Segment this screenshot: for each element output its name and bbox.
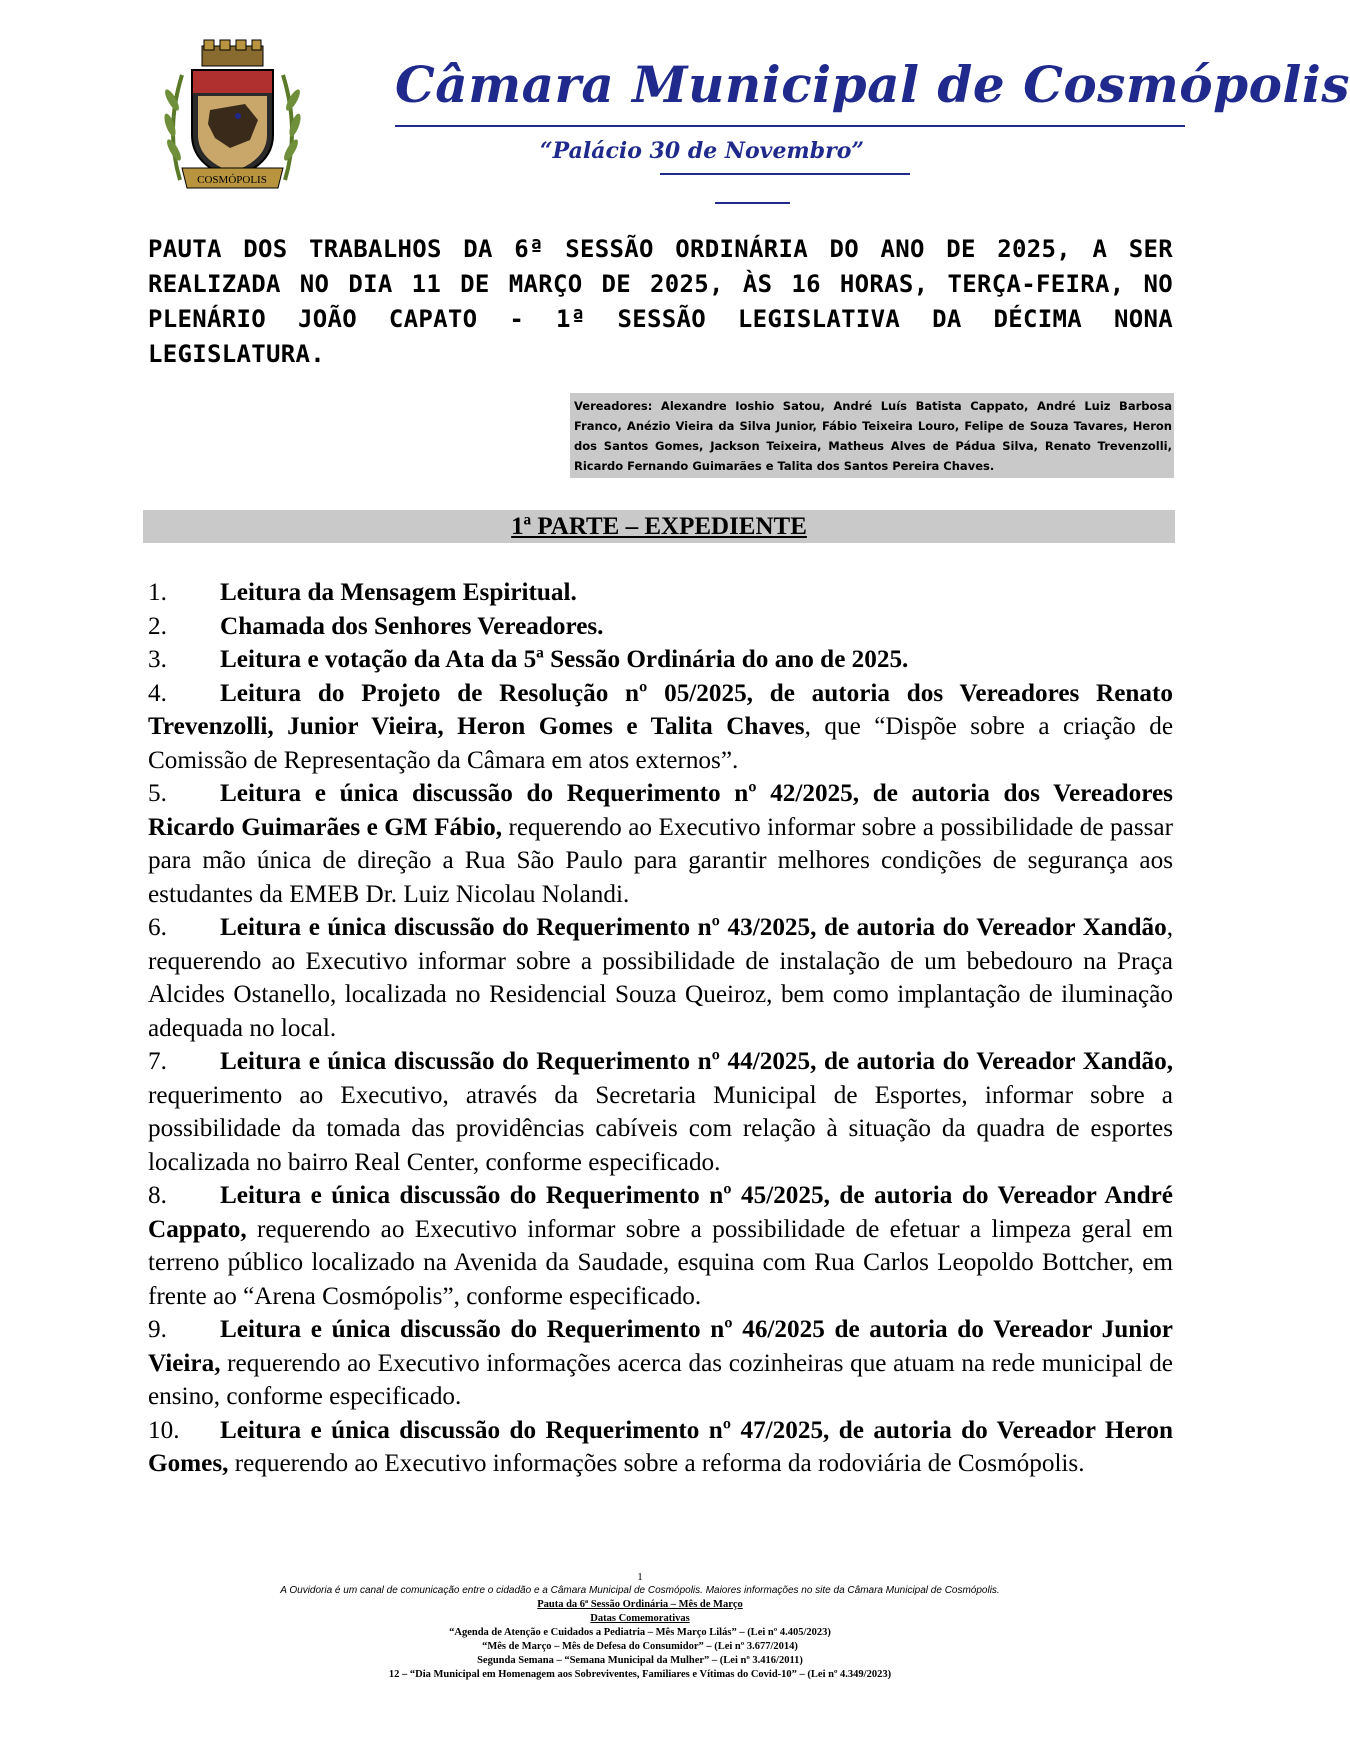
item-number: 7.: [148, 1048, 167, 1075]
crest-ribbon-label: COSMÓPOLIS: [197, 174, 267, 186]
item-number: 8.: [148, 1182, 167, 1209]
item-number: 2.: [148, 612, 167, 640]
item-number: 5.: [148, 780, 167, 807]
ouvidoria-note: A Ouvidoria é um canal de comunicação entre o cidadão e a Câmara Municipal de Cosmópolis. Maiores informações no site da Câmara Municipal de Cosmópolis.: [280, 1585, 1000, 1596]
item-text: requerendo ao Executivo informações acerca das cozinheiras que atuam na rede municipal de ensino, conforme especificado.: [148, 1349, 1173, 1410]
item-number: 10.: [148, 1416, 180, 1444]
item-bold-text: Leitura e única discussão do Requerimento nº 46/2025 de autoria do Vereador Junior Vieira,: [148, 1316, 1173, 1377]
item-number: 3.: [148, 646, 167, 673]
chamber-title: Câmara Municipal de Cosmópolis: [395, 55, 1350, 114]
pauta-reference: Pauta da 6ª Sessão Ordinária – Mês de Março: [537, 1599, 743, 1610]
section-header-expediente: [143, 510, 1175, 543]
agenda-item: [148, 677, 1173, 778]
item-bold-text: Leitura e única discussão do Requerimento nº 44/2025, de autoria do Vereador Xandão,: [220, 1048, 1173, 1075]
item-number: 1.: [148, 579, 167, 606]
commemorative-dates-title: Datas Comemorativas: [590, 1613, 690, 1624]
agenda-item: [148, 610, 1173, 644]
agenda-item: [148, 643, 1173, 677]
commemorative-date-line: 12 – “Dia Municipal em Homenagem aos Sobreviventes, Familiares e Vítimas do Covid-10” – (Lei nº 4.349/2023): [388, 1669, 892, 1680]
item-text: requerendo ao Executivo informar sobre a possibilidade de passar para mão única de direção a Rua São Paulo para garantir melhores condições de segurança aos estudantes da EMEB Dr. Luiz Nicolau Nolandi.: [148, 813, 1173, 908]
session-agenda-heading: PAUTA DOS TRABALHOS DA 6ª SESSÃO ORDINÁRIA DO ANO DE 2025, A SER REALIZADA NO DIA 11 DE MARÇO DE 2025, ÀS 16 HORAS, TERÇA-FEIRA, NO PLENÁRIO JOÃO CAPATO - 1ª SESSÃO LEGISLATIVA DA DÉCIMA NONA LEGISLATURA.: [148, 235, 1173, 368]
section-title: 1ª PARTE – EXPEDIENTE: [511, 513, 807, 540]
item-bold-text: Leitura da Mensagem Espiritual.: [220, 579, 577, 606]
palace-subtitle: “Palácio 30 de Novembro”: [540, 138, 865, 164]
item-number: 9.: [148, 1316, 167, 1343]
short-divider: [715, 202, 790, 204]
agenda-item: [148, 1045, 1173, 1179]
item-bold-text: Leitura do Projeto de Resolução nº 05/2025, de autoria dos Vereadores Renato Trevenzolli, Junior Vieira, Heron Gomes e Talita Chaves: [148, 679, 1173, 740]
page-footer: [240, 1570, 1040, 1682]
item-bold-text: Leitura e única discussão do Requerimento nº 42/2025, de autoria dos Vereadores Ricardo Guimarães e GM Fábio,: [148, 780, 1173, 841]
cosmopolis-coat-of-arms-logo: [160, 40, 305, 200]
agenda-item: [148, 576, 1173, 610]
page-number: 1: [637, 1571, 643, 1583]
item-text: requerimento ao Executivo, através da Secretaria Municipal de Esportes, informar sobre a possibilidade da tomada das providências cabíveis com relação à situação da quadra de esportes localizada no bairro Real Center, conforme especificado.: [148, 1081, 1173, 1176]
agenda-item: [148, 911, 1173, 1045]
commemorative-date-line: “Agenda de Atenção e Cuidados a Pediatria – Mês Março Lilás” – (Lei nº 4.405/2023): [449, 1627, 831, 1638]
item-text: , requerendo ao Executivo informar sobre a possibilidade de instalação de um bebedouro na Praça Alcides Ostanello, localizada no Residencial Souza Queiroz, bem como implantação de iluminação adequada no local.: [148, 914, 1173, 1042]
agenda-item: [148, 777, 1173, 911]
item-text: requerendo ao Executivo informar sobre a possibilidade de efetuar a limpeza geral em terreno público localizado na Avenida da Saudade, esquina com Rua Carlos Leopoldo Bottcher, em frente ao “Arena Cosmópolis”, conforme especificado.: [148, 1215, 1173, 1310]
agenda-item: [148, 1414, 1173, 1481]
councilors-box: Vereadores: Alexandre Ioshio Satou, André Luís Batista Cappato, André Luiz Barbosa Franco, Anézio Vieira da Silva Junior, Fábio Teixeira Louro, Felipe de Souza Tavares, Heron dos Santos Gomes, Jackson Teixeira, Matheus Alves de Pádua Silva, Renato Trevenzolli, Ricardo Fernando Guimarães e Talita dos Santos Pereira Chaves.: [570, 393, 1174, 478]
item-number: 4.: [148, 679, 167, 707]
agenda-item: [148, 1179, 1173, 1313]
commemorative-date-line: Segunda Semana – “Semana Municipal da Mulher” – (Lei nº 3.416/2011): [477, 1655, 803, 1666]
agenda-items-list: [148, 576, 1173, 1481]
item-bold-text: Leitura e única discussão do Requerimento nº 45/2025, de autoria do Vereador André Cappato,: [148, 1182, 1173, 1243]
item-bold-text: Leitura e votação da Ata da 5ª Sessão Ordinária do ano de 2025.: [220, 646, 909, 673]
item-bold-text: Leitura e única discussão do Requerimento nº 43/2025, de autoria do Vereador Xandão: [220, 914, 1167, 941]
commemorative-date-line: “Mês de Março – Mês de Defesa do Consumidor” – (Lei nº 3.677/2014): [482, 1641, 798, 1652]
subtitle-divider: [660, 173, 910, 175]
item-bold-text: Chamada dos Senhores Vereadores.: [220, 612, 604, 640]
item-text: , que “Dispõe sobre a criação de Comissão de Representação da Câmara em atos externos”.: [148, 713, 1174, 774]
title-divider: [395, 125, 1185, 127]
item-bold-text: Leitura e única discussão do Requerimento nº 47/2025, de autoria do Vereador Heron Gomes,: [148, 1416, 1173, 1477]
item-number: 6.: [148, 914, 167, 941]
item-text: requerendo ao Executivo informações sobre a reforma da rodoviária de Cosmópolis.: [228, 1450, 1085, 1477]
agenda-item: [148, 1313, 1173, 1414]
